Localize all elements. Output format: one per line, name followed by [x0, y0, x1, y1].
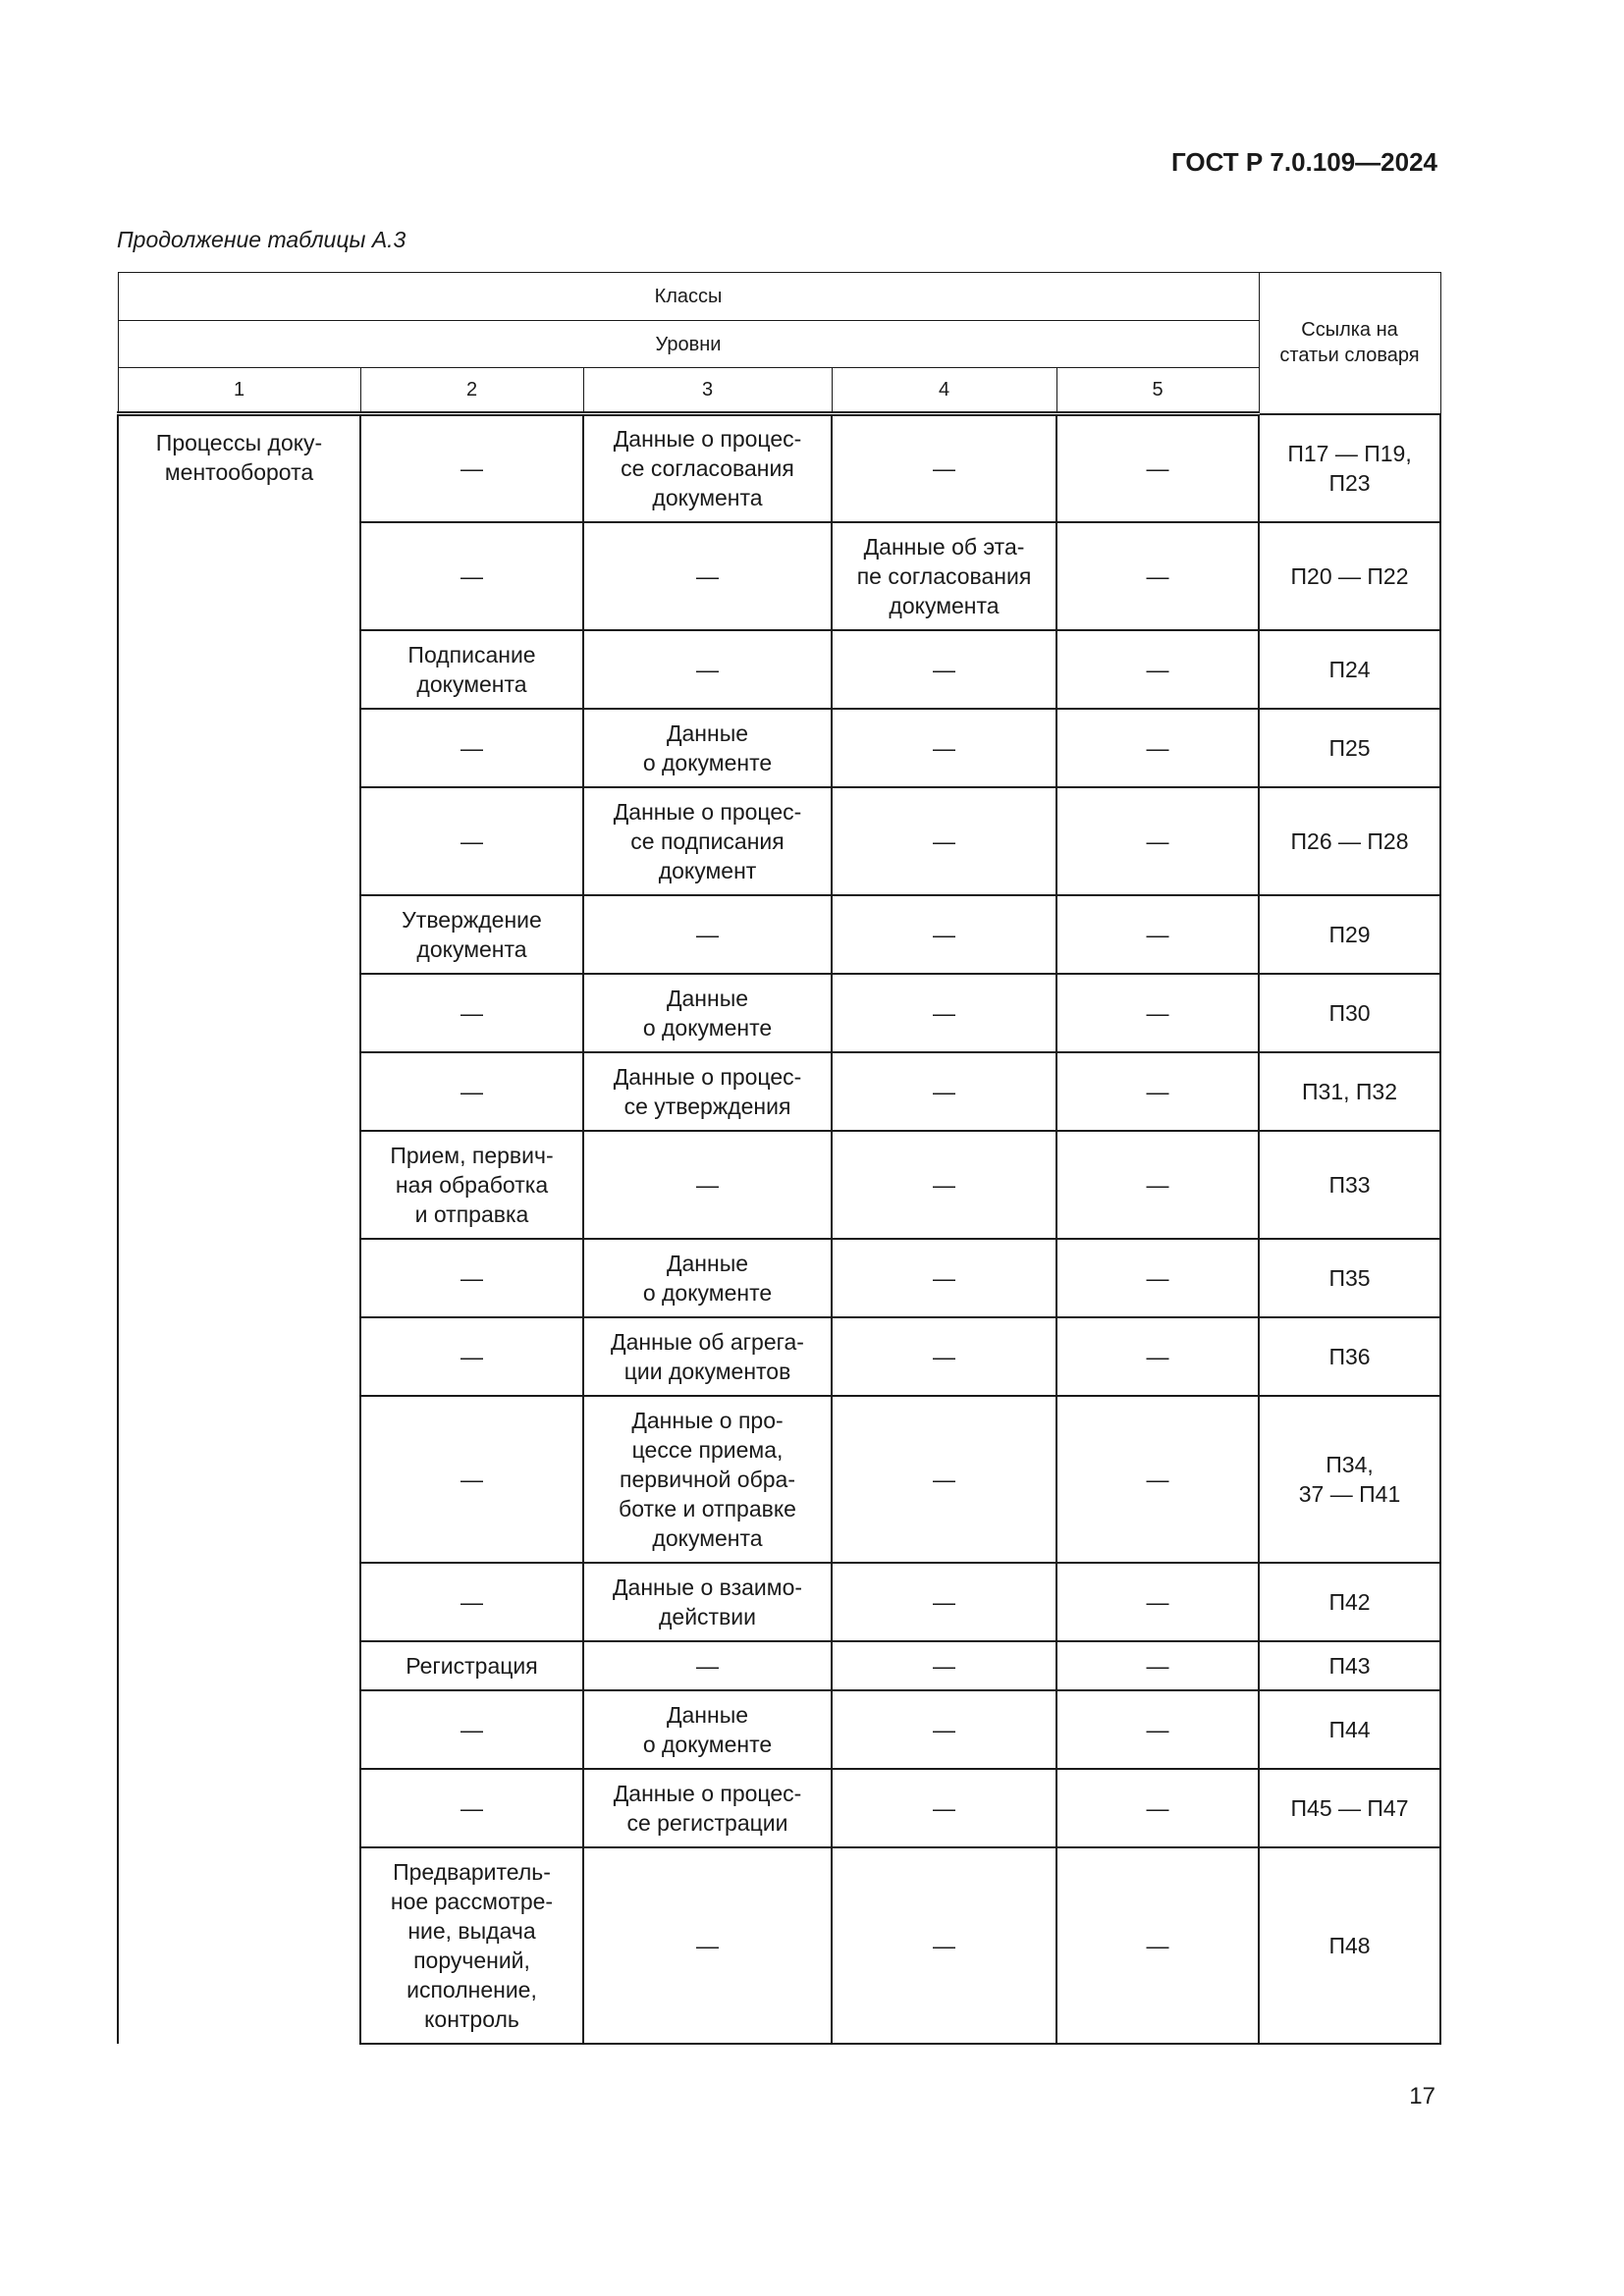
level-3-cell: Данные о документе	[583, 974, 832, 1052]
level-4-cell: —	[832, 1131, 1056, 1239]
level-3-cell: Данные о процес- се согласования документа	[583, 414, 832, 522]
level-3-cell: —	[583, 1641, 832, 1690]
level-2-cell: —	[360, 1563, 583, 1641]
header-col-1: 1	[118, 368, 360, 414]
level-3-cell: Данные о документе	[583, 709, 832, 787]
level-3-cell: Данные о документе	[583, 1239, 832, 1317]
header-classes: Классы	[118, 273, 1259, 321]
classification-table	[117, 272, 1441, 2045]
level-3-cell: —	[583, 1131, 832, 1239]
reference-cell: П44	[1259, 1690, 1440, 1769]
level-5-cell: —	[1056, 630, 1259, 709]
level-4-cell: —	[832, 1641, 1056, 1690]
level-3-cell: —	[583, 895, 832, 974]
level-2-cell: —	[360, 1317, 583, 1396]
reference-cell: П25	[1259, 709, 1440, 787]
level-5-cell: —	[1056, 1396, 1259, 1563]
level-4-cell: —	[832, 1847, 1056, 2044]
reference-cell: П26 — П28	[1259, 787, 1440, 895]
level-4-cell: —	[832, 1396, 1056, 1563]
reference-cell: П31, П32	[1259, 1052, 1440, 1131]
level-5-cell: —	[1056, 1317, 1259, 1396]
level-2-cell: —	[360, 1690, 583, 1769]
level-5-cell: —	[1056, 1690, 1259, 1769]
table-row	[118, 414, 1440, 522]
level-4-cell: —	[832, 709, 1056, 787]
level-3-cell: —	[583, 522, 832, 630]
level-2-cell: —	[360, 974, 583, 1052]
reference-cell: П24	[1259, 630, 1440, 709]
level-2-cell: —	[360, 1052, 583, 1131]
level-3-cell: —	[583, 1847, 832, 2044]
level-2-cell: Утверждение документа	[360, 895, 583, 974]
header-col-4: 4	[832, 368, 1056, 414]
header-col-3: 3	[583, 368, 832, 414]
level-2-cell: —	[360, 414, 583, 522]
level-2-cell: —	[360, 1769, 583, 1847]
level-2-cell: Предваритель- ное рассмотре- ние, выдача поручений, исполнение, контроль	[360, 1847, 583, 2044]
level-5-cell: —	[1056, 1239, 1259, 1317]
level-4-cell: —	[832, 787, 1056, 895]
reference-cell: П20 — П22	[1259, 522, 1440, 630]
level-4-cell: —	[832, 1239, 1056, 1317]
reference-cell: П17 — П19, П23	[1259, 414, 1440, 522]
level-5-cell: —	[1056, 1847, 1259, 2044]
reference-cell: П34, 37 — П41	[1259, 1396, 1440, 1563]
header-col-5: 5	[1056, 368, 1259, 414]
header-levels: Уровни	[118, 321, 1259, 368]
reference-cell: П48	[1259, 1847, 1440, 2044]
level-4-cell: —	[832, 1769, 1056, 1847]
reference-cell: П30	[1259, 974, 1440, 1052]
level-2-cell: —	[360, 787, 583, 895]
level-3-cell: Данные о процес- се утверждения	[583, 1052, 832, 1131]
reference-cell: П36	[1259, 1317, 1440, 1396]
reference-cell: П29	[1259, 895, 1440, 974]
level-4-cell: —	[832, 974, 1056, 1052]
reference-cell: П42	[1259, 1563, 1440, 1641]
level-3-cell: Данные о взаимо- действии	[583, 1563, 832, 1641]
reference-cell: П43	[1259, 1641, 1440, 1690]
level-5-cell: —	[1056, 414, 1259, 522]
level-4-cell: —	[832, 1690, 1056, 1769]
level-4-cell: Данные об эта- пе согласования документа	[832, 522, 1056, 630]
level-4-cell: —	[832, 414, 1056, 522]
level-5-cell: —	[1056, 522, 1259, 630]
level-2-cell: Подписание документа	[360, 630, 583, 709]
header-col-2: 2	[360, 368, 583, 414]
reference-cell: П33	[1259, 1131, 1440, 1239]
level-4-cell: —	[832, 895, 1056, 974]
level-5-cell: —	[1056, 974, 1259, 1052]
header-row-numbers	[118, 368, 1440, 414]
level-3-cell: Данные о документе	[583, 1690, 832, 1769]
level-2-cell: Регистрация	[360, 1641, 583, 1690]
level-2-cell: Прием, первич- ная обработка и отправка	[360, 1131, 583, 1239]
level-2-cell: —	[360, 1239, 583, 1317]
level-5-cell: —	[1056, 895, 1259, 974]
level-5-cell: —	[1056, 1563, 1259, 1641]
reference-cell: П45 — П47	[1259, 1769, 1440, 1847]
page-number: 17	[1409, 2083, 1435, 2109]
level-5-cell: —	[1056, 709, 1259, 787]
level-3-cell: Данные об агрега- ции документов	[583, 1317, 832, 1396]
level-3-cell: Данные о процес- се регистрации	[583, 1769, 832, 1847]
level-2-cell: —	[360, 1396, 583, 1563]
level-2-cell: —	[360, 522, 583, 630]
reference-cell: П35	[1259, 1239, 1440, 1317]
table-body	[118, 273, 1440, 2044]
header-row-levels	[118, 321, 1440, 368]
table-caption: Продолжение таблицы А.3	[117, 227, 406, 252]
level-3-cell: Данные о процес- се подписания документ	[583, 787, 832, 895]
level-5-cell: —	[1056, 1641, 1259, 1690]
level-4-cell: —	[832, 630, 1056, 709]
level-5-cell: —	[1056, 1052, 1259, 1131]
level-3-cell: —	[583, 630, 832, 709]
class-label-cell: Процессы доку- ментооборота	[118, 414, 360, 2044]
header-reference: Ссылка на статьи словаря	[1259, 273, 1440, 414]
document-header: ГОСТ Р 7.0.109—2024	[1170, 147, 1437, 177]
level-5-cell: —	[1056, 1769, 1259, 1847]
level-4-cell: —	[832, 1052, 1056, 1131]
level-5-cell: —	[1056, 1131, 1259, 1239]
level-2-cell: —	[360, 709, 583, 787]
level-4-cell: —	[832, 1317, 1056, 1396]
level-5-cell: —	[1056, 787, 1259, 895]
level-4-cell: —	[832, 1563, 1056, 1641]
level-3-cell: Данные о про- цессе приема, первичной обра- ботке и отправке документа	[583, 1396, 832, 1563]
header-row-classes	[118, 273, 1440, 321]
